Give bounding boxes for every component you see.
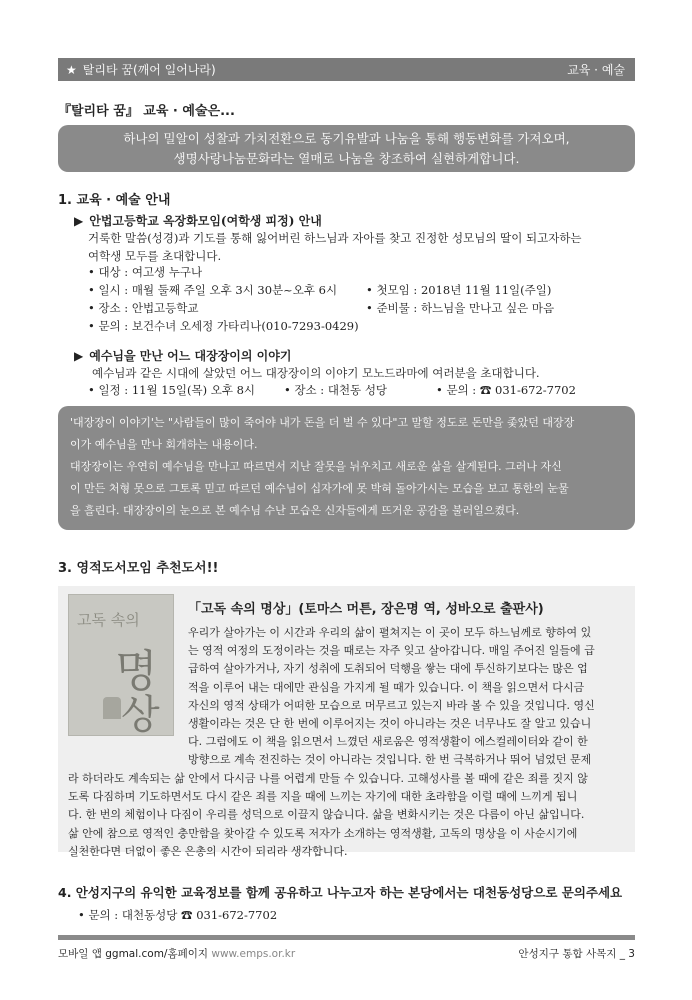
book-line: 방향으로 계속 전진하는 것이 아니라는 것입니다. 한 번 극복하거나 뛰어 넘었던 문제 [188, 753, 592, 767]
section4-contact: • 문의 : 대천동성당 ☎ 031-672-7702 [78, 908, 278, 922]
book-line: 우리가 살아가는 이 시간과 우리의 삶이 펼쳐지는 이 곳이 모두 하느님께로 향하여 있 [188, 626, 592, 639]
triangle-right-icon: ▶ [74, 214, 84, 228]
event1-desc-line: 여학생 모두를 초대합니다. [88, 249, 222, 263]
intro-line: 하나의 밀알이 성찰과 가치전환으로 동기유발과 나눔을 통해 행동변화를 가져오며, [123, 131, 570, 146]
header-bar [58, 58, 635, 81]
footer-left [58, 946, 295, 961]
book-line: 다. 그럼에도 이 책을 읽으면서 느꼈던 새로움은 영적생활이 에스컬레이터와 같이 한 [188, 735, 588, 749]
triangle-right-icon: ▶ [74, 349, 84, 363]
event2-title-text: 예수님을 만난 어느 대장장이의 이야기 [89, 349, 292, 363]
book-cover-big1: 명 [115, 646, 158, 697]
header-category: 교육 · 예술 [567, 63, 625, 77]
section1-title: 1. 교육 · 예술 안내 [58, 193, 171, 208]
event1-first-meeting: • 첫모임 : 2018년 11월 11일(주일) [366, 283, 552, 297]
header-title: 탈리타 꿈(깨어 일어나라) [82, 63, 216, 77]
book-line: 다. 한 번의 체험이나 다짐이 우리를 성덕으로 이끌지 않습니다. 삶을 변화시키는 것은 다름이 아닌 삶입니다. [68, 808, 585, 822]
footer-url-link[interactable]: www.emps.or.kr [211, 948, 296, 960]
book-box [58, 586, 635, 858]
book-line: 삶 안에 참으로 영적인 충만함을 찾아갈 수 있도록 저자가 소개하는 영적생활, 고독의 명상을 이 사순시기에 [68, 826, 578, 840]
event2-desc: 예수님과 같은 시대에 살았던 어느 대장장이의 이야기 모노드라마에 여러분을 초대합니다. [92, 366, 540, 380]
section4-title: 4. 안성지구의 유익한 교육정보를 함께 공유하고 나누고자 하는 본당에서는 대천동성당으로 문의주세요 [58, 885, 623, 900]
event1-desc-line: 거룩한 말씀(성경)과 기도를 통해 잃어버린 하느님과 자아를 찾고 진정한 성모님의 딸이 되고자하는 [88, 231, 582, 245]
story-line: 대장장이는 우연히 예수님을 만나고 따르면서 지난 잘못을 뉘우치고 새로운 삶을 살게된다. 그러나 자신 [70, 460, 562, 473]
book-text-narrow [188, 624, 628, 770]
event1-title [74, 212, 322, 229]
event1-desc [88, 229, 582, 265]
event2-title [74, 347, 291, 364]
event1-schedule: • 일시 : 매월 둘째 주일 오후 3시 30분~오후 6시 [88, 283, 338, 297]
header-title-wrap [66, 61, 216, 78]
event1-supplies: • 준비물 : 하느님을 만나고 싶은 마음 [366, 301, 555, 315]
book-line: 급하여 살아가거나, 자기 성취에 도취되어 덕행을 쌓는 대에 투신하기보다는 많은 업 [188, 662, 588, 676]
book-line: 적을 이루어 내는 대에만 관심을 가지게 될 때가 있습니다. 이 책을 읽으면서 다시금 [188, 680, 585, 694]
story-line: '대장장이 이야기'는 "사람들이 많이 죽어야 내가 돈을 더 벌 수 있다"고 말할 정도로 돈만을 좇았던 대장장 [70, 416, 575, 429]
event2-schedule: • 일정 : 11월 15일(목) 오후 8시 [88, 383, 256, 397]
footer-app-text: 모바일 앱 ggmal.com/홈페이지 [58, 948, 212, 960]
story-line: 을 흘린다. 대장장이의 눈으로 본 예수님 수난 모습은 신자들에게 뜨거운 공감을 불러일으켰다. [70, 504, 520, 517]
section3-title: 3. 영적도서모임 추천도서!! [58, 561, 219, 576]
event1-title-text: 안법고등학교 옥장화모임(여학생 피정) 안내 [89, 214, 322, 228]
book-cover-image [68, 594, 174, 736]
event2-contact: • 문의 : ☎ 031-672-7702 [436, 383, 576, 397]
book-line: 도록 다짐하며 기도하면서도 다시 같은 죄를 지을 때에 느끼는 자기에 대한 초라함을 이럴 때에 느끼게 됩니 [68, 790, 578, 804]
story-box [58, 406, 635, 530]
event2-place: • 장소 : 대천동 성당 [284, 383, 388, 397]
story-line: 이 만든 처형 못으로 그토록 믿고 따르던 예수님이 십자가에 못 박혀 돌아가시는 모습을 보고 통한의 눈물 [70, 482, 569, 495]
event1-target: • 대상 : 여고생 누구나 [88, 265, 203, 279]
book-cover-big2: 상 [121, 692, 160, 738]
footer-page-label: 안성지구 통합 사목지 _ 3 [518, 948, 635, 960]
book-cover-title: 고독 속의 [77, 611, 140, 629]
event1-contact: • 문의 : 보건수녀 오세정 가타리나(010-7293-0429) [88, 319, 359, 333]
intro-line: 생명사랑나눔문화라는 열매로 나눔을 창조하여 실현하게합니다. [173, 151, 520, 166]
intro-title: 『탈리타 꿈』 교육 · 예술은... [58, 104, 235, 119]
intro-box [58, 125, 635, 172]
footer-rule [58, 935, 635, 940]
book-cover-figure [103, 697, 121, 719]
book-line: 자신의 영적 상태가 어떠한 모습으로 머무르고 있는지 바라 볼 수 있을 것입니다. 영신 [188, 698, 595, 712]
event1-place: • 장소 : 안법고등학교 [88, 301, 199, 315]
book-title: 「고독 속의 명상」(토마스 머튼, 장은명 역, 성바오로 출판사) [188, 602, 544, 617]
book-line: 실천한다면 더없이 좋은 은총의 시간이 되리라 생각합니다. [68, 844, 348, 858]
book-line: 는 영적 여정의 도정이라는 것을 때로는 자주 잊고 살아갑니다. 매일 주어진 일들에 급 [188, 644, 595, 658]
star-icon: ★ [66, 63, 77, 77]
book-line: 라 하더라도 계속되는 삶 안에서 다시금 나를 어렵게 만들 수 있습니다. 고해성사를 볼 때에 같은 죄를 짓지 않 [68, 772, 588, 785]
story-line: 이가 예수님을 만나 회개하는 내용이다. [70, 438, 258, 451]
book-line: 생활이라는 것은 단 한 번에 이루어지는 것이 아니라는 것은 너무나도 잘 알고 있습니 [188, 717, 592, 731]
book-text-wide [68, 770, 628, 861]
